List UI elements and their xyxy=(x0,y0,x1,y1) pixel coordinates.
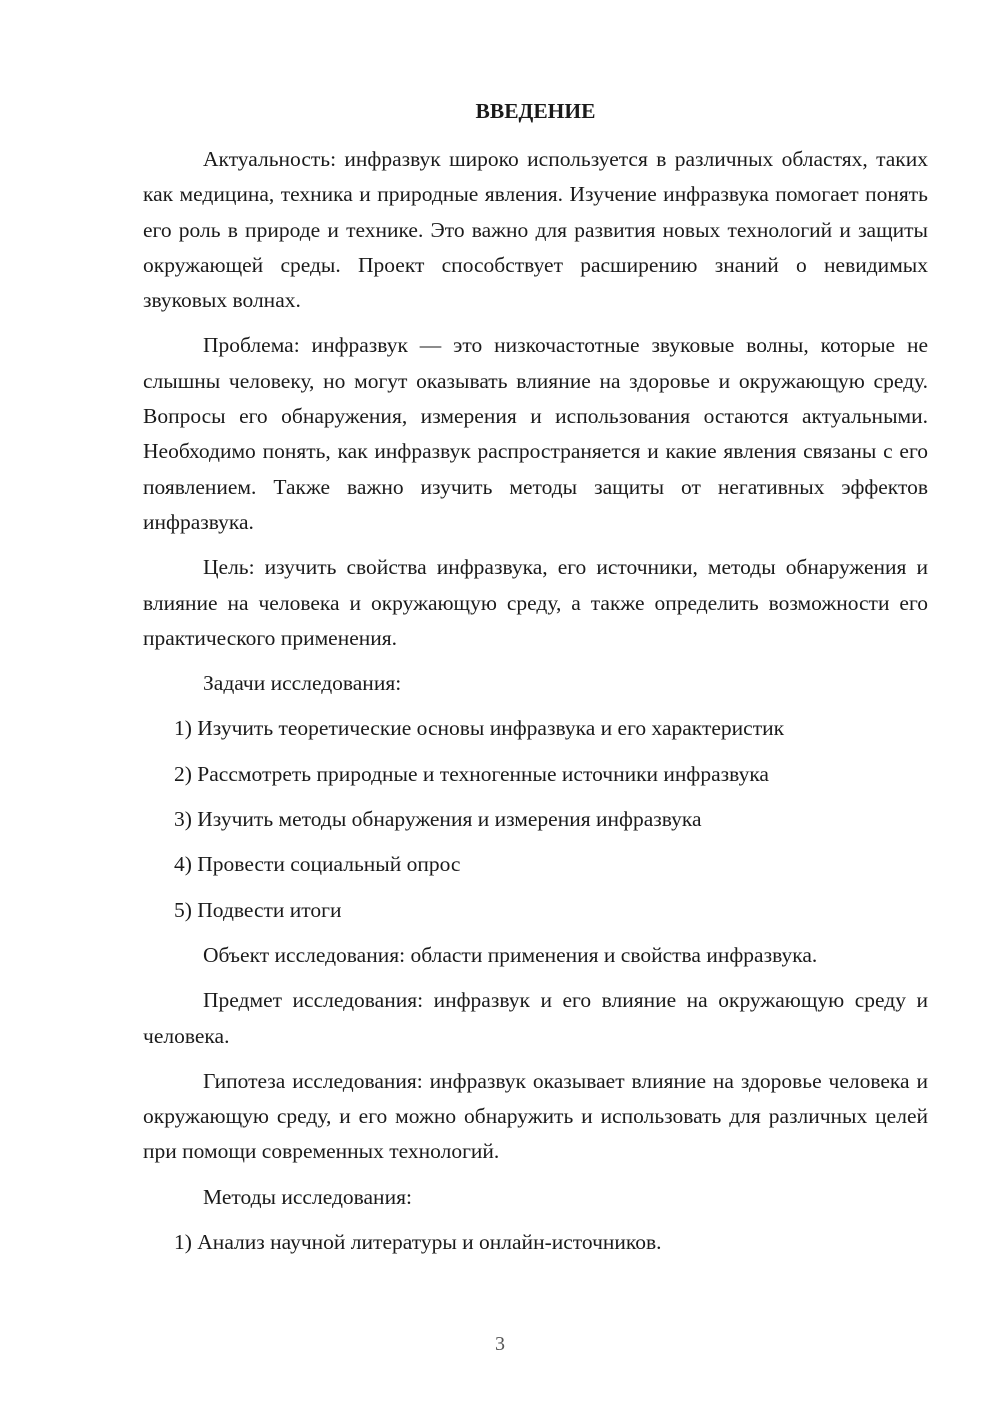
subject-paragraph: Предмет исследования: инфразвук и его влияние на окружающую среду и человека. xyxy=(143,988,928,1048)
task-item: 2) Рассмотреть природные и техногенные источники инфразвука xyxy=(174,761,769,786)
relevance-paragraph: Актуальность: инфразвук широко используется в различных областях, таких как медицина, техника и природные явления. Изучение инфразвука помогает понять его роль в природе и технике. Это важно для развития новых технологий и защиты окружающей среды. Проект способствует расширению знаний о невидимых звуковых волнах. xyxy=(143,147,928,313)
task-item: 5) Подвести итоги xyxy=(174,897,342,922)
hypothesis-paragraph: Гипотеза исследования: инфразвук оказывает влияние на здоровье человека и окружающую среду, и его можно обнаружить и использовать для различных целей при помощи современных технологий. xyxy=(143,1068,928,1164)
task-item: 4) Провести социальный опрос xyxy=(174,852,461,877)
task-item: 1) Изучить теоретические основы инфразвука и его характеристик xyxy=(174,716,785,741)
document-page xyxy=(143,90,928,1270)
tasks-list xyxy=(143,711,928,927)
page-number: 3 xyxy=(495,1333,505,1355)
methods-heading: Методы исследования: xyxy=(203,1184,412,1209)
goal-paragraph: Цель: изучить свойства инфразвука, его источники, методы обнаружения и влияние на человека и окружающую среду, а также определить возможности его практического применения. xyxy=(143,555,928,650)
object-paragraph: Объект исследования: области применения и свойства инфразвука. xyxy=(203,942,818,967)
problem-paragraph: Проблема: инфразвук — это низкочастотные звуковые волны, которые не слышны человеку, но могут оказывать влияние на здоровье и окружающую среду. Вопросы его обнаружения, измерения и использования остаются актуальными. Необходимо понять, как инфразвук распространяется и какие явления связаны с его появлением. Также важно изучить методы защиты от негативных эффектов инфразвука. xyxy=(143,333,928,534)
tasks-heading: Задачи исследования: xyxy=(203,671,402,696)
methods-list xyxy=(143,1225,928,1260)
section-title: ВВЕДЕНИЕ xyxy=(475,99,596,123)
method-item: 1) Анализ научной литературы и онлайн-источников. xyxy=(174,1230,662,1255)
task-item: 3) Изучить методы обнаружения и измерения инфразвука xyxy=(174,807,702,832)
